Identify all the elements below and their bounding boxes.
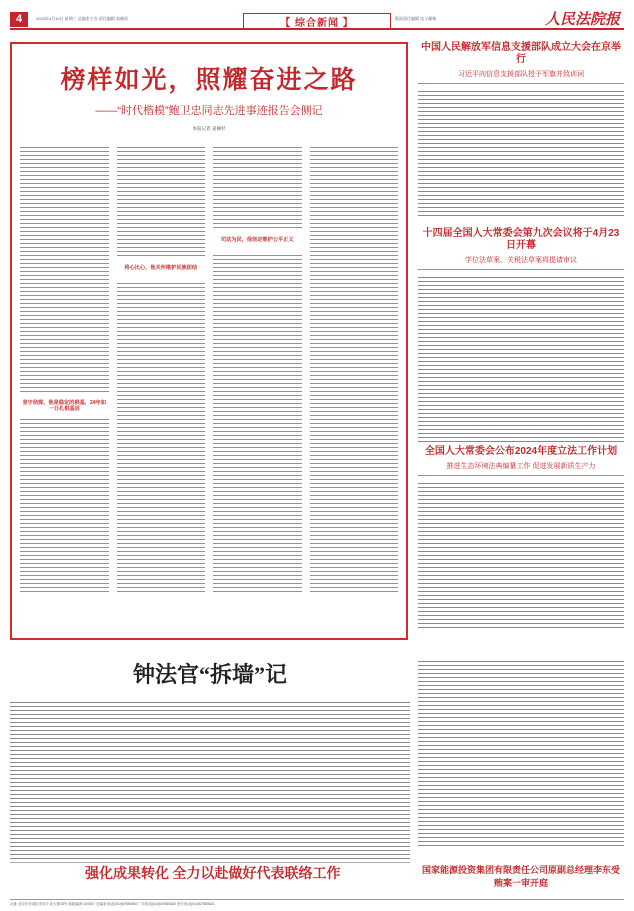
page-footer: 社址:北京市东城区东四十条大街18号 邮政编码:100007 总编室电话(010)67550500 广告电话(010)67550620 发行电话(010)67550621 [10, 899, 624, 909]
section-subtitle: 坚守侦探，他是稳定的根基，24年如一日扎根基层 [20, 394, 109, 418]
column-three [213, 144, 302, 594]
section-label: 【 综合新闻 】 [243, 13, 391, 29]
column-two [117, 144, 206, 594]
page-number: 4 [10, 12, 28, 27]
story-subtitle: 推进生态环境法典编纂工作 促进发展新质生产力 [446, 463, 596, 470]
feature-title: 榜样如光，照耀奋进之路 [60, 67, 358, 94]
news-story [418, 228, 624, 444]
section-subtitle: 司法为民，他坚定维护公平正义 [213, 228, 302, 252]
feature-subtitle: ——“时代楷模”鲍卫忠同志先进事迹报告会侧记 [95, 105, 323, 117]
date-meta: 2024年4月10日 星期三 总编室主办 责任编辑 高晓雨 [36, 16, 129, 21]
section-subtitle: 将心比心，他关怀维护民族团结 [117, 256, 206, 280]
story-subtitle: 习近平向信息支援部队授予军旗并致训词 [458, 71, 584, 78]
column-one [20, 144, 109, 594]
story-subtitle: 学位法草案、关税法草案将提请审议 [465, 257, 577, 264]
feature-byline: 本报记者 姜佩杉 [192, 127, 226, 132]
bottom-right-title: 国家能源投资集团有限责任公司原副总经理李东受贿案一审开庭 [421, 865, 620, 888]
news-story [418, 42, 624, 218]
bottom-right-story [418, 648, 624, 860]
right-news-column [418, 42, 624, 642]
feature-columns [20, 144, 398, 594]
editor-meta: 版面责任编辑 电子邮箱 [395, 16, 437, 21]
masthead-logo: 人民法院报 [544, 12, 620, 28]
story-title: 全国人大常委会公布2024年度立法工作计划 [424, 446, 618, 457]
bottom-story-title: 钟法官“拆墙”记 [132, 662, 287, 687]
story-title: 中国人民解放军信息支援部队成立大会在京举行 [421, 42, 621, 65]
news-story [418, 446, 624, 630]
bottom-story-title: 强化成果转化 全力以赴做好代表联络工作 [85, 867, 341, 882]
column-four [310, 144, 399, 594]
bottom-left-story [10, 648, 410, 878]
feature-story [10, 42, 408, 640]
story-title: 十四届全国人大常委会第九次会议将于4月23日开幕 [422, 228, 620, 251]
